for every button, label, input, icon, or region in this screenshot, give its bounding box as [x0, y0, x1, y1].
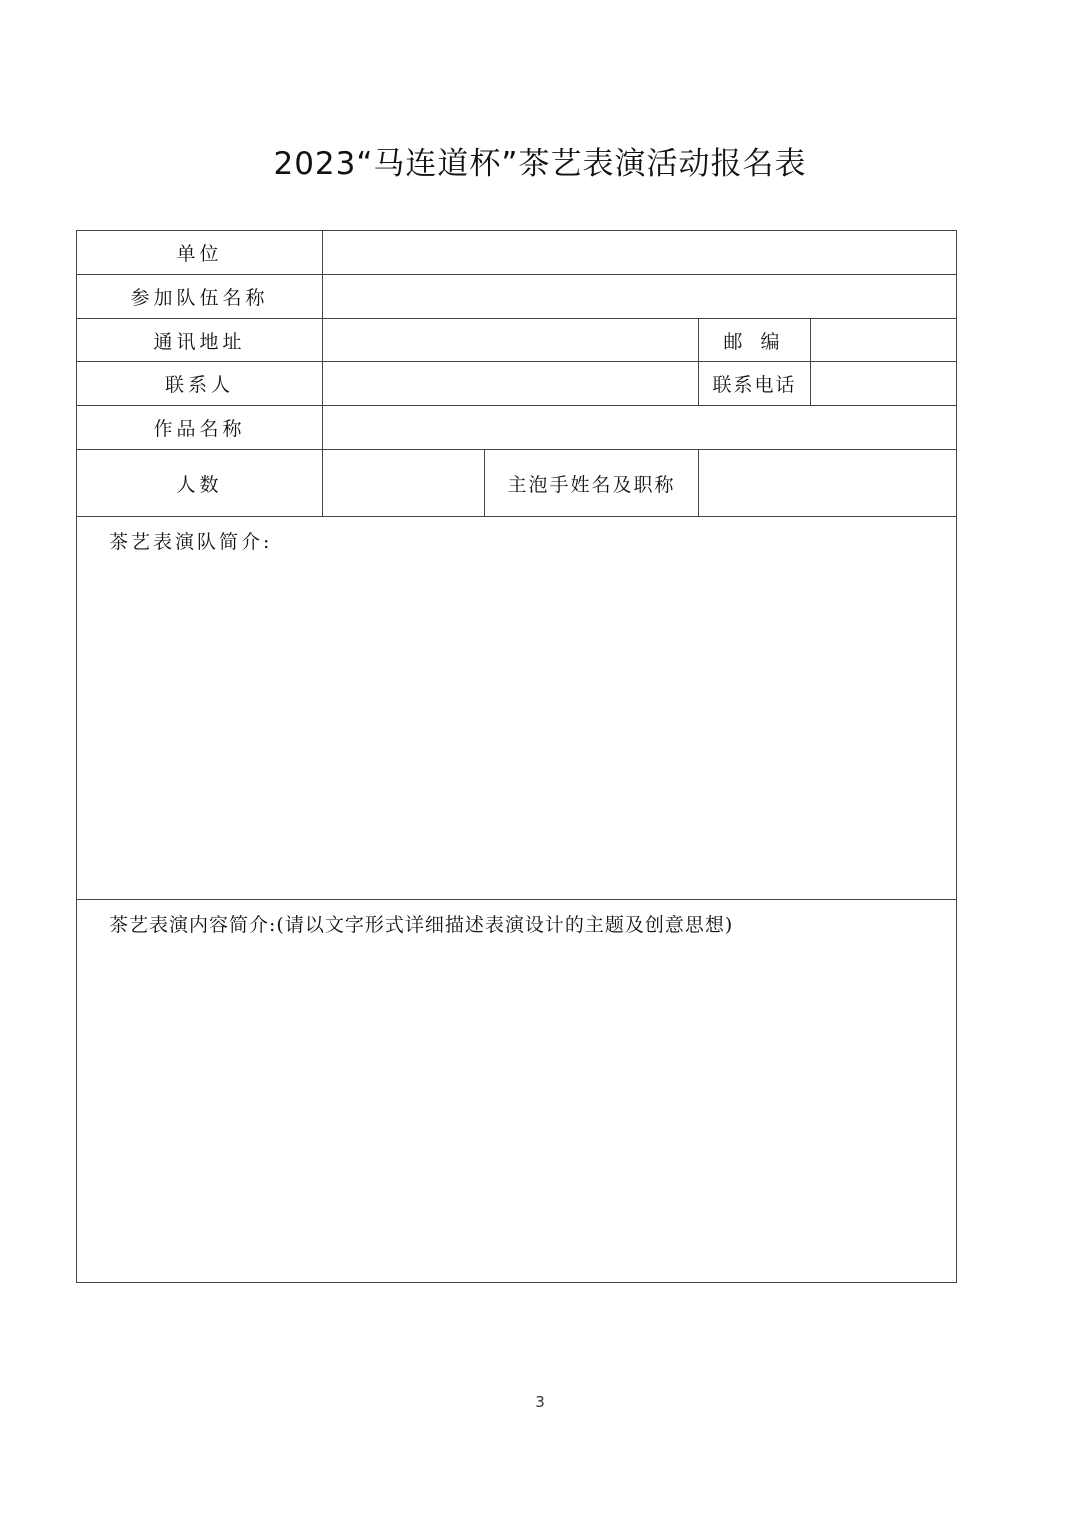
unit-label: 单位 [77, 231, 323, 275]
postcode-field[interactable] [811, 319, 957, 362]
team-intro-area[interactable] [77, 517, 957, 900]
content-intro-label: 茶艺表演内容简介:(请以文字形式详细描述表演设计的主题及创意思想) [109, 914, 734, 936]
team-name-label: 参加队伍名称 [77, 275, 323, 319]
postcode-label: 邮 编 [699, 319, 811, 362]
work-name-field[interactable] [323, 406, 957, 450]
contact-label: 联系人 [77, 362, 323, 406]
lead-brewer-field[interactable] [699, 450, 957, 517]
people-count-field[interactable] [323, 450, 485, 517]
form-row-address [77, 319, 957, 362]
content-intro-area[interactable] [77, 900, 957, 1283]
unit-field[interactable] [323, 231, 957, 275]
lead-brewer-label: 主泡手姓名及职称 [485, 450, 699, 517]
team-name-field[interactable] [323, 275, 957, 319]
contact-field[interactable] [323, 362, 699, 406]
work-name-label: 作品名称 [77, 406, 323, 450]
form-row-content-intro [77, 900, 957, 1283]
form-row-team-intro [77, 517, 957, 900]
phone-field[interactable] [811, 362, 957, 406]
page-title: 2023“马连道杯”茶艺表演活动报名表 [273, 146, 807, 182]
phone-label: 联系电话 [699, 362, 811, 406]
address-label: 通讯地址 [77, 319, 323, 362]
address-field[interactable] [323, 319, 699, 362]
page-number: 3 [535, 1393, 545, 1411]
form-row-people [77, 450, 957, 517]
form-row-unit [77, 231, 957, 275]
team-intro-label: 茶艺表演队简介: [109, 531, 273, 553]
registration-form-table [76, 230, 957, 1283]
form-row-contact [77, 362, 957, 406]
people-count-label: 人数 [77, 450, 323, 517]
form-row-work-name [77, 406, 957, 450]
form-row-team-name [77, 275, 957, 319]
